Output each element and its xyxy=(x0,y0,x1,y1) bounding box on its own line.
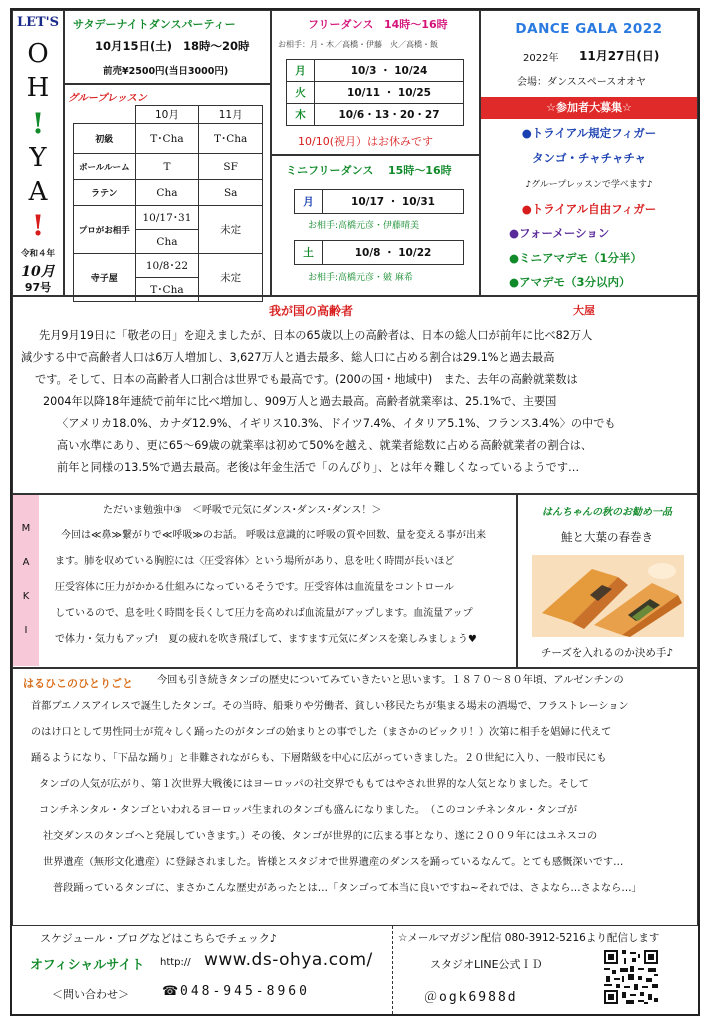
maki-line-2: ます。肺を収めている胸腔には〈圧受容体〉という場所があり、息を吐く時間が長いほど xyxy=(55,556,455,567)
masthead-era: 令和４年 xyxy=(20,249,55,259)
free-dates-tue: 10/11 ・ 10/25 xyxy=(315,82,464,104)
gala-group-note: ♪グループレッスンで学べます♪ xyxy=(525,180,653,190)
haruhiko-line-4: 踊るようになり、「下品な踊り」と非難されながらも、下層階級を中心に広がっていきました。２０世紀に入り、一般市民にも xyxy=(31,753,607,764)
footer-schedule-note: スケジュール・ブログなどはこちらでチェック♪ xyxy=(40,932,277,945)
spring-roll-photo xyxy=(532,555,684,637)
cell-terakoya-nov: 未定 xyxy=(199,254,263,302)
maki-letter-i: I xyxy=(24,625,28,636)
row-name-latin: ラテン xyxy=(74,180,136,206)
masthead-letter-a: A xyxy=(28,177,48,207)
footer-mail: ☆メールマガジン配信 080-3912-5216より配信します xyxy=(398,932,660,944)
masthead-issue: 97号 xyxy=(24,281,52,294)
official-site-link[interactable]: www.ds-ohya.com/ xyxy=(204,950,373,970)
gala-recruit-band: ☆参加者大募集☆ xyxy=(481,97,697,119)
free-dance-time: 14時～16時 xyxy=(384,18,448,31)
mini-free-mon-table xyxy=(294,189,464,214)
cell-latin-oct: Cha xyxy=(135,180,199,206)
haruhiko-line-6: コンチネンタル・タンゴといわれるヨーロッパ生まれのタンゴも盛んになりました。 （このコンチネンタル・タンゴが xyxy=(39,805,578,816)
elderly-line-4: 2004年以降18年連続で前年に比べ増加し、909万人と過去最高。高齢者就業率は、25.1%で、主要国 xyxy=(43,395,557,408)
cell-terakoya-oct-dance: T･Cha xyxy=(135,278,199,302)
haruhiko-line-7: 社交ダンスのタンゴへと発展していきます。）その後、タンゴが世界的に広まる事となり、遂に２００９年にはユネスコの xyxy=(43,831,598,842)
maki-line-3: 圧受容体に圧力がかかる仕組みになっているそうです。圧受容体は血流量をコントロール xyxy=(55,582,454,593)
qr-code-icon[interactable] xyxy=(602,948,660,1006)
elderly-line-3: です。そして、日本の高齢者人口割合は世界でも最高です。(200の国・地域中) また、去年の高齢就業数は xyxy=(35,373,578,386)
free-dance-title: フリーダンス xyxy=(308,18,374,31)
saturday-party-box xyxy=(64,10,271,84)
maki-line-5: で体力・気力もアップ! 夏の疲れを吹き飛ばして、ますます元気にダンスを楽しみましょう♥ xyxy=(55,634,477,645)
elderly-line-2: 減少する中で高齢者人口は6万人増加し、3,627万人と過去最多、総人口に占める割合は29.1%と過去最高 xyxy=(21,351,555,364)
footer-line-id[interactable]: ＠ogk6988d xyxy=(424,990,518,1005)
free-dance-box xyxy=(271,10,480,155)
footer xyxy=(12,926,698,1014)
cell-ballroom-oct: T xyxy=(135,154,199,180)
dance-gala-box xyxy=(480,10,698,296)
mini-day-mon: 月 xyxy=(295,190,323,214)
maki-letter-a: A xyxy=(22,557,30,568)
party-date: 10月15日(土) xyxy=(95,39,173,53)
mini-free-dance-box xyxy=(271,155,480,296)
col-header-oct: 10月 xyxy=(135,106,199,124)
elderly-line-6: 高い水準にあり、更に65～69歳の就業率は初めて50%を越え、就業者総数に占める高齢就業者の割合は、 xyxy=(57,439,593,452)
maki-letter-m: M xyxy=(21,523,31,534)
footer-divider xyxy=(392,926,393,1014)
mini-free-time: 15時～16時 xyxy=(388,164,452,177)
free-day-tue: 火 xyxy=(287,82,315,104)
party-title: サタデーナイトダンスパーティー xyxy=(73,18,236,31)
recipe-dish: 鮭と大葉の春巻き xyxy=(561,530,653,544)
free-dance-partners: お相手：月・木／高橋・伊藤 火／高橋・飯 xyxy=(278,40,438,49)
cell-pro-nov: 未定 xyxy=(199,206,263,254)
maki-title: ただいま勉強中③ ＜呼吸で元気にダンス･ダンス･ダンス！＞ xyxy=(103,505,382,516)
haruhiko-title: はるひこのひとりごと xyxy=(23,677,133,690)
gala-trial-free: ●トライアル自由フィガー xyxy=(521,202,657,216)
group-lesson-table xyxy=(73,105,263,302)
mini-dates-sat: 10/8 ・ 10/22 xyxy=(323,241,464,265)
masthead-letter-exclaim-2: ! xyxy=(31,209,45,242)
haruhiko-line-5: タンゴの人気が広がり、第１次世界大戦後にはヨーロッパの社交界でももてはやされ世界的な人気となりました。そして xyxy=(39,779,589,790)
maki-line-4: しているので、息を吐く時間を長くして圧力を高めれば血流量がアップします。血流量アップ xyxy=(55,608,473,619)
party-time: 18時～20時 xyxy=(183,39,250,53)
free-dance-holiday-note: 10/10(祝月）はお休みです xyxy=(298,135,433,148)
gala-date-main: 11月27日(日) xyxy=(579,49,660,63)
elderly-line-7: 前年と同様の13.5%で過去最高。老後は年金生活で「のんびり」、とは年々難しくなっているようです… xyxy=(57,461,580,474)
cell-ballroom-nov: SF xyxy=(199,154,263,180)
gala-formation: ●フォーメーション xyxy=(509,226,610,240)
footer-phone[interactable]: 048-945-8960 xyxy=(180,984,310,999)
gala-mini-amademo: ●ミニアマデモ（1分半） xyxy=(509,251,643,265)
cell-beginner-oct: T･Cha xyxy=(135,124,199,154)
group-lesson-box xyxy=(64,84,271,296)
elderly-article-title: 我が国の高齢者 xyxy=(269,304,354,318)
masthead-letter-o: O xyxy=(27,39,49,69)
haruhiko-line-9: 普段踊っているタンゴに、まさかこんな歴史があったとは…「タンゴって本当に良いですね~それでは、さよなら…さよなら…」 xyxy=(53,883,642,894)
masthead-month: 10月 xyxy=(21,264,55,280)
gala-title: DANCE GALA 2022 xyxy=(515,21,663,37)
gala-amademo: ●アマデモ（3分以内） xyxy=(509,275,631,289)
footer-site-label: オフィシャルサイト xyxy=(30,958,145,973)
mini-free-sat-table xyxy=(294,240,464,265)
mini-dates-mon: 10/17 ・ 10/31 xyxy=(323,190,464,214)
elderly-article-box xyxy=(12,296,698,494)
masthead-letter-exclaim-1: ! xyxy=(31,107,45,140)
maki-letter-k: K xyxy=(22,591,30,602)
elderly-line-5: 〈アメリカ18.0%、カナダ12.9%、イギリス10.3%、ドイツ7.4%、イタリア5.1%、フランス3.4%〉の中でも xyxy=(57,417,616,430)
group-lesson-title: グループレッスン xyxy=(68,93,147,104)
party-price: 前売¥2500円(当日3000円) xyxy=(103,66,229,77)
haruhiko-line-8: 世界遺産（無形文化遺産）に登録されました。皆様とスタジオで世界遺産のダンスを踊っているなんて。とても感慨深いです… xyxy=(43,857,624,868)
masthead xyxy=(12,10,64,296)
recipe-title: はんちゃんの秋のお勧め一品 xyxy=(542,507,672,518)
free-dates-thu: 10/6・13・20・27 xyxy=(315,104,464,126)
cell-latin-nov: Sa xyxy=(199,180,263,206)
cell-terakoya-oct-dates: 10/8･22 xyxy=(135,254,199,278)
cell-pro-oct-dates: 10/17･31 xyxy=(135,206,199,230)
gala-trial-fixed-dances: タンゴ・チャチャチャ xyxy=(532,151,646,165)
masthead-letter-y: Y xyxy=(29,143,47,173)
haruhiko-line-1: 今回も引き続きタンゴの歴史についてみていきたいと思います。１８７０～８０年頃、アルゼンチンの xyxy=(157,675,624,686)
free-day-mon: 月 xyxy=(287,60,315,82)
gala-venue: 会場：ダンススペースオオヤ xyxy=(517,77,646,88)
footer-url-prefix: http:// xyxy=(160,957,191,968)
gala-date-prefix: 2022年 xyxy=(523,53,559,64)
maki-line-1: 今回は≪鼻≫繋がりで≪呼吸≫のお話。 呼吸は意識的に呼吸の質や回数、量を変える事が出来 xyxy=(61,530,487,541)
free-day-thu: 木 xyxy=(287,104,315,126)
phone-icon: ☎ xyxy=(162,984,179,999)
recipe-note: チーズを入れるのか決め手♪ xyxy=(540,647,674,659)
footer-contact-label: ＜問い合わせ＞ xyxy=(52,988,129,1001)
elderly-line-1: 先月9月19日に「敬老の日」を迎えましたが、日本の65歳以上の高齢者は、日本の総人口が前年に比べ82万人 xyxy=(39,329,593,342)
free-dance-table xyxy=(286,59,464,126)
masthead-letter-h: H xyxy=(26,73,50,103)
haruhiko-column-box xyxy=(12,668,698,926)
free-dates-mon: 10/3 ・ 10/24 xyxy=(315,60,464,82)
mini-partner-sat: お相手:高橋元彦・皴 麻希 xyxy=(308,273,413,283)
mini-day-sat: 土 xyxy=(295,241,323,265)
row-name-beginner: 初級 xyxy=(74,124,136,154)
maki-column-box xyxy=(12,494,517,668)
row-name-terakoya: 寺子屋 xyxy=(74,254,136,302)
haruhiko-line-2: 首都ブエノスアイレスで誕生したタンゴ。その当時、船乗りや労働者、貧しい移民たちが集まる場末の酒場で、フラストレーション xyxy=(31,701,629,712)
maki-side-strip xyxy=(13,495,39,666)
elderly-article-author: 大屋 xyxy=(573,304,595,317)
mini-partner-mon: お相手:高橋元彦・伊藤晴美 xyxy=(308,221,420,231)
gala-trial-fixed: ●トライアル規定フィガー xyxy=(521,126,657,140)
cell-pro-oct-dance: Cha xyxy=(135,230,199,254)
row-name-pro-partner: プロがお相手 xyxy=(74,206,136,254)
haruhiko-line-3: のはけ口として男性同士が荒々しく踊ったのがタンゴの始まりとの事でした（まさかのビックリ！）次第に相手を娼婦に代えて xyxy=(31,727,612,738)
masthead-lets: LET'S xyxy=(16,15,60,30)
recipe-box xyxy=(517,494,698,668)
row-name-ballroom: ボールルーム xyxy=(74,154,136,180)
col-header-nov: 11月 xyxy=(199,106,263,124)
footer-line-label: スタジオLINE公式ＩＤ xyxy=(430,958,543,971)
cell-beginner-nov: T･Cha xyxy=(199,124,263,154)
mini-free-title: ミニフリーダンス xyxy=(286,164,374,177)
